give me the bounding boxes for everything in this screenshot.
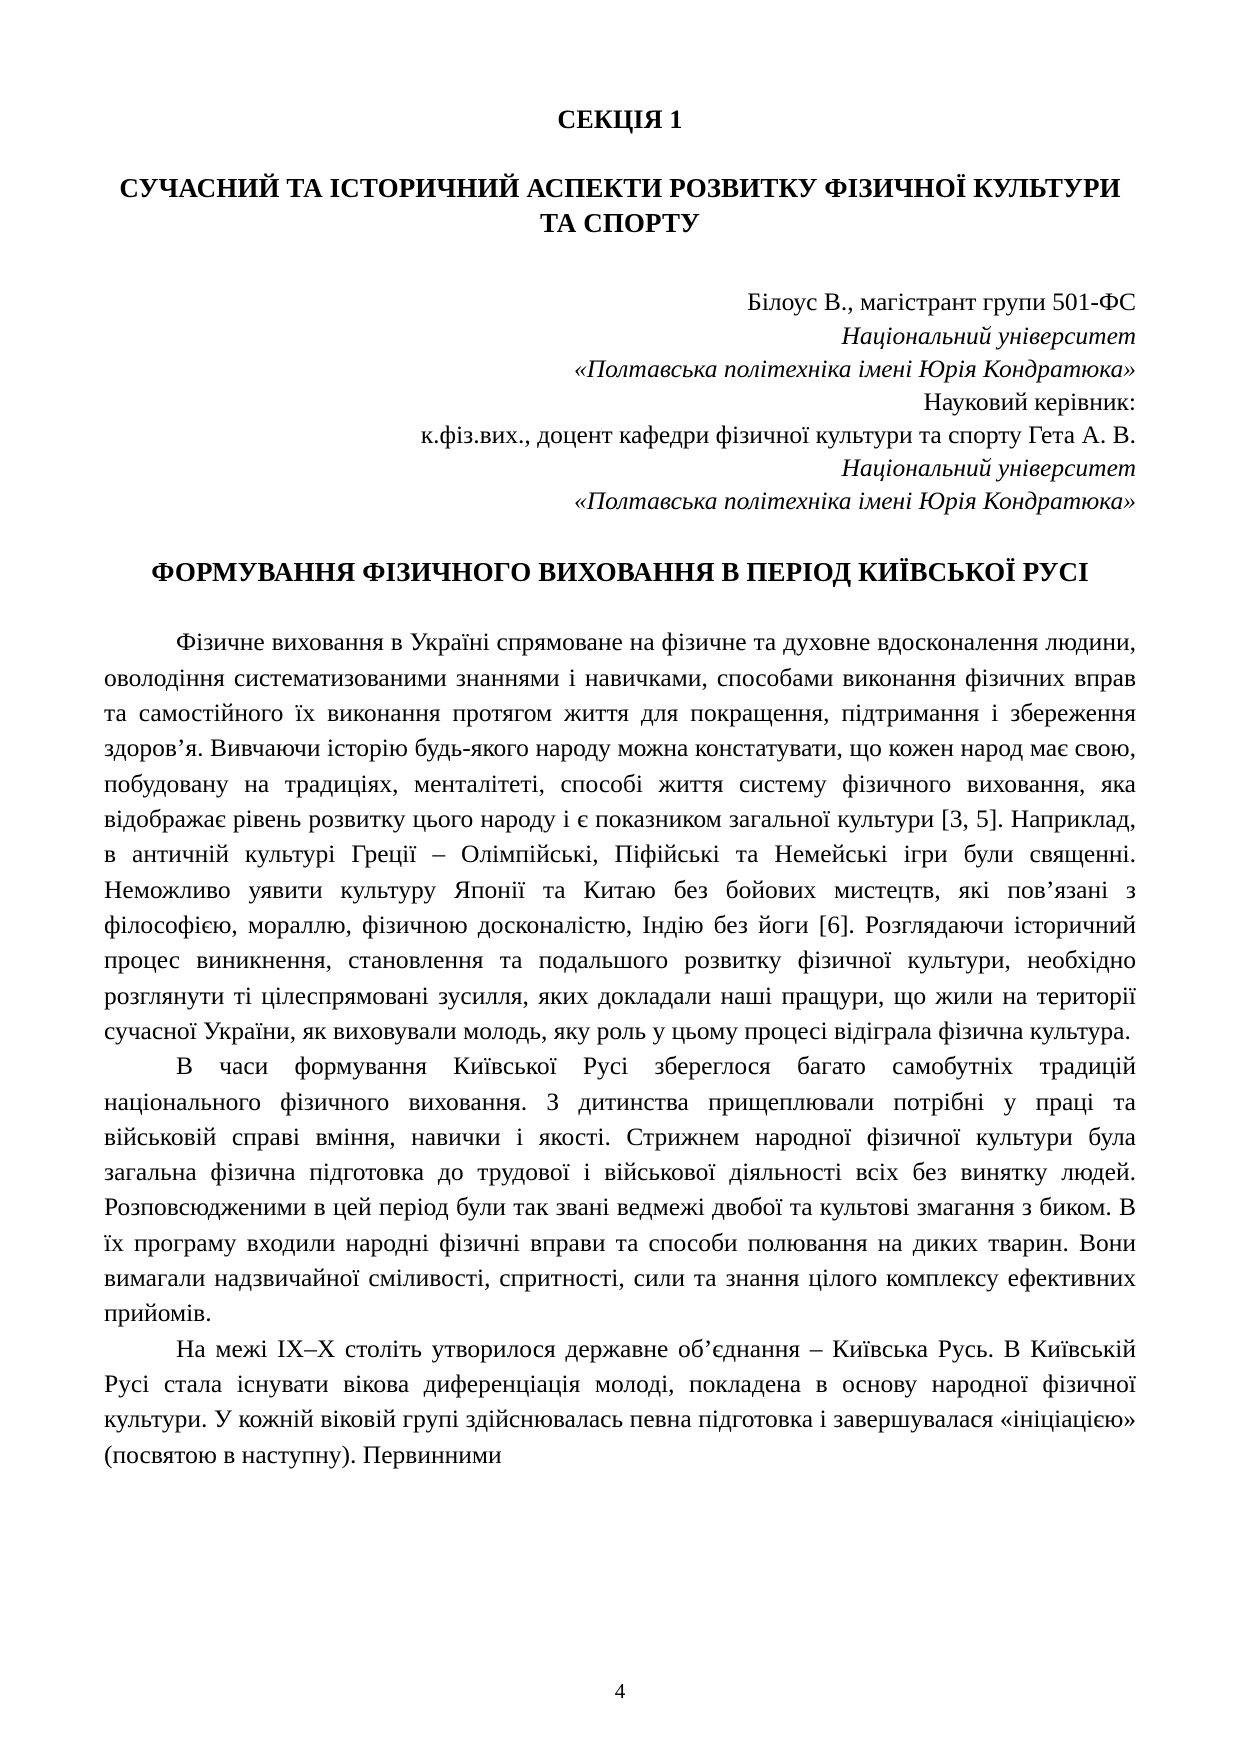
byline-supervisor-label: Науковий керівник:: [923, 386, 1136, 416]
byline-supervisor: к.фіз.вих., доцент кафедри фізичної культури та спорту Гета А. В.: [420, 419, 1136, 449]
byline-block: [104, 285, 1136, 517]
document-content: [104, 104, 1136, 1472]
body-paragraph: В часи формування Київської Русі збереглося багато самобутніх традицій національного фізичного виховання. З дитинства прищеплювали потрібні у праці та військовій справі вміння, навички і якості. Стрижнем народної фізичної культури була загальна фізична підготовка до трудової і військової діяльності всіх без винятку людей. Розповсюдженими в цей період були так звані ведмежі двобої та культові змагання з биком. В їх програму входили народні фізичні вправи та способи полювання на диких тварин. Вони вимагали надзвичайної сміливості, спритності, сили та знання цілого комплексу ефективних прийомів.: [104, 1051, 1136, 1328]
byline-author-affiliation-line1: Національний університет: [841, 320, 1136, 350]
page-number: 4: [614, 1679, 626, 1703]
article-title: ФОРМУВАННЯ ФІЗИЧНОГО ВИХОВАННЯ В ПЕРІОД КИЇВСЬКОЇ РУСІ: [151, 557, 1089, 588]
byline-author: Білоус В., магістрант групи 501-ФС: [747, 287, 1136, 317]
body-paragraph: Фізичне виховання в Україні спрямоване на фізичне та духовне вдосконалення людини, оволодіння систематизованими знаннями і навичками, способами виконання фізичних вправ та самостійного їх виконання протягом життя для покращення, підтримання і збереження здоров’я. Вивчаючи історію будь-якого народу можна констатувати, що кожен народ має свою, побудовану на традиціях, менталітеті, способі життя систему фізичного виховання, яка відображає рівень розвитку цього народу і є показником загальної культури [3, 5]. Наприклад, в античній культурі Греції – Олімпійські, Піфійські та Немейські ігри були священні. Неможливо уявити культуру Японії та Китаю без бойових мистецтв, які пов’язані з філософією, мораллю, фізичною досконалістю, Індію без йоги [6]. Розглядаючи історичний процес виникнення, становлення та подальшого розвитку фізичної культури, необхідно розглянути ті цілеспрямовані зусилля, яких докладали наші пращури, що жили на території сучасної України, як виховували молодь, яку роль у цьому процесі відіграла фізична культура.: [104, 627, 1136, 1045]
section-subject-title: СУЧАСНИЙ ТА ІСТОРИЧНИЙ АСПЕКТИ РОЗВИТКУ ФІЗИЧНОЇ КУЛЬТУРИ ТА СПОРТУ: [119, 173, 1121, 239]
section-heading: СЕКЦІЯ 1: [557, 105, 683, 134]
body-paragraph: На межі IX–X століть утворилося державне об’єднання – Київська Русь. В Київській Русі стала існувати вікова диференціація молоді, покладена в основу народної фізичної культури. У кожній віковій групі здійснювалась певна підготовка і завершувалася «ініціацією» (посвятою в наступну). Первинними: [104, 1333, 1136, 1469]
byline-supervisor-affiliation-line1: Національний університет: [841, 453, 1136, 483]
byline-supervisor-affiliation-line2: «Полтавська політехніка імені Юрія Кондратюка»: [573, 486, 1136, 516]
byline-author-affiliation-line2: «Полтавська політехніка імені Юрія Кондратюка»: [573, 353, 1136, 383]
